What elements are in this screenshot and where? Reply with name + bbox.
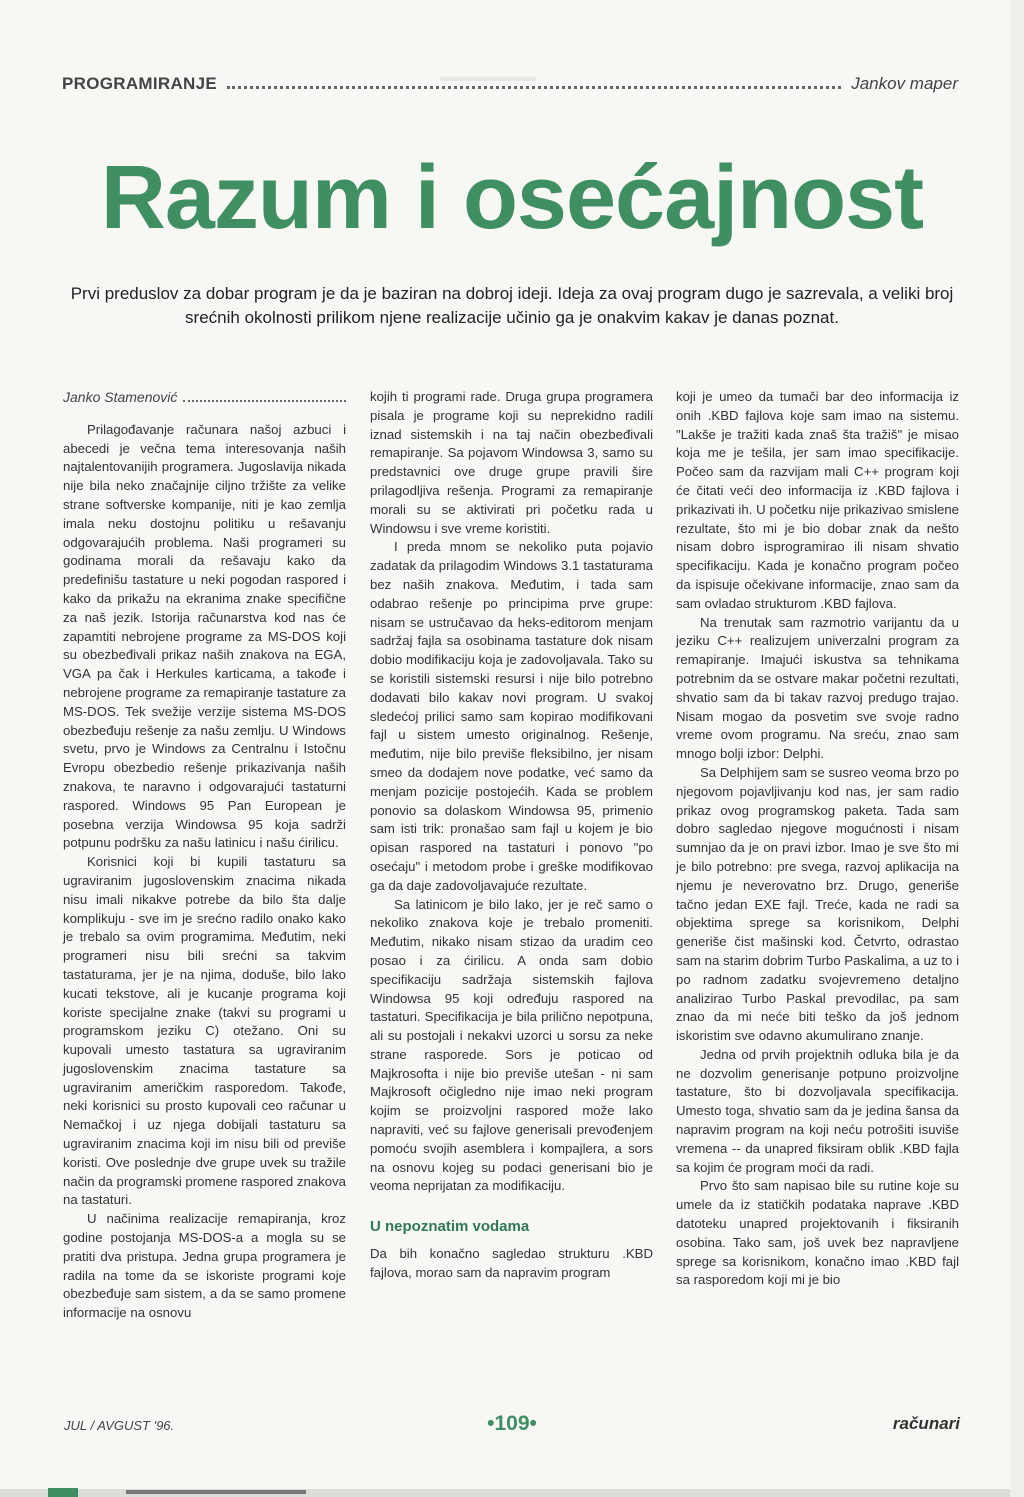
paragraph: Jedna od prvih projektnih odluka bila je da ne dozvolim generisanje potpuno proizvoljne tastature, što bi dozvoljavala specifikacija. Umesto toga, shvatio sam da je jedina šansa da napravim program na koji neću potrošiti isuviše vremena -- da unapred fiksiram oblik .KBD fajla sa kojim će program moći da radi.	[676, 1046, 959, 1175]
text-column-2	[370, 388, 653, 1283]
section-subheading: U nepoznatim vodama	[370, 1218, 530, 1236]
column-title: Jankov maper	[851, 74, 958, 93]
magazine-logo: računari	[892, 1414, 960, 1433]
paragraph: Na trenutak sam razmotrio varijantu da u jeziku C++ realizujem univerzalni program za remapiranje. Imajući iskustva sa tehnikama potrebnim da se ostvare makar početni rezultati, shvatio sam da bi takav razvoj predugo trajao. Nisam mogao da posvetim sve svoje radno vreme ovom programu. Na sreću, znao sam mnogo bolji izbor: Delphi.	[676, 614, 959, 762]
issue-date: JUL / AVGUST '96.	[64, 1418, 175, 1433]
paragraph: Korisnici koji bi kupili tastaturu sa ugraviranim jugoslovenskim znacima nikada nisu imali nikakve potrebe da bilo šta dalje komplikuju - sve im je srećno radilo onako kako je trebalo sa ovim programima. Međutim, neki programeri nisu bili srećni sa takvim tastaturama, jer je na njima, doduše, bilo lako kucati tekstove, ali je kucanje programa koji koriste specijalne znake (takvi su programi u programskom jeziku C) otežano. Oni su kupovali umesto tastatura sa ugraviranim jugoslovenskim znacima tastature sa ugraviranim američkim rasporedom. Takođe, neki korisnici su prosto kupovali ceo računar u Nemačkoj i uz njega dobijali tastaturu sa ugraviranim znacima koji im nisu bili od previše koristi. Ove poslednje dve grupe uvek su tražile način da programski promene raspored znakova na tastaturi.	[63, 854, 346, 1208]
paragraph: Prilagođavanje računara našoj azbuci i abecedi je večna tema interesovanja naših najtalentovanijih programera. Jugoslavija nikada nije bila neko značajnije ciljno tržište za velike strane softverske kompanije, niti je kao zemlja imala neku dostojnu politiku u rešavanju odgovarajućih problema. Naši programeri su godinama morali da rešavaju kako da predefinišu tastature u neki pogodan raspored i kako da prikažu na ekranima znake specifične za naš jezik. Istorija računarstva kod nas će zapamtiti nebrojene programe za MS-DOS koji su obezbeđivali prikaz naših znakova na EGA, VGA pa čak i Herkules karticama, a takođe i nebrojene programe za remapiranje tastature za MS-DOS. Tek svežije verzije sistema MS-DOS obezbeđuju rešenje za našu zemlju. U Windows svetu, prvo je Windows za Centralnu i Istočnu Evropu obezbedio rešenje prikazivanja naših znakova, te naravno i odgovarajući tastaturni raspored. Windows 95 Pan European je posebna verzija Windowsa 95 koja sadrži potpunu podršku za našu latinicu i našu ćirilicu.	[63, 421, 346, 851]
bleed-through-text: ▬▬▬▬▬▬	[440, 68, 536, 85]
article-title: Razum i osećajnost	[100, 148, 924, 248]
page-number: •109•	[487, 1412, 537, 1435]
text-column-3	[676, 388, 959, 1290]
scan-artifact-bar	[126, 1490, 306, 1494]
paragraph: koji je umeo da tumači bar deo informacija iz onih .KBD fajlova koje sam imao na sistemu. "Lakše je tražiti kada znaš šta tražiš" je misao koja me je tešila, jer sam imao specifikacije. Počeo sam da razvijam mali C++ program koji će čitati veći deo informacija iz .KBD fajlova i prikazivati ih. U početku nije prikazivao smislene rezultate, što mi je bio dobar znak da nešto nisam dobro isprogramirao ili nisam shvatio specifikaciju. Kada je konačno program počeo da ispisuje očekivane informacije, znao sam da sam ovladao strukturom .KBD fajlova.	[676, 389, 959, 611]
page-header	[62, 74, 958, 98]
byline-dotted-leader	[183, 390, 346, 402]
author-name: Janko Stamenović	[63, 389, 178, 405]
scan-right-edge	[1010, 0, 1024, 1497]
text-column-1	[63, 388, 346, 1323]
header-dotted-leader	[227, 74, 841, 89]
paragraph: Prvo što sam napisao bile su rutine koje su umele da iz statičkih podataka naprave .KBD datoteku unapred projektovanih i fiksiranih osobina. Tako sam, još uvek bez napravljene sprege sa korisnikom, konačno imao .KBD fajl sa rasporedom koji mi je bio	[676, 1178, 959, 1288]
byline	[63, 388, 346, 407]
paragraph: U načinima realizacije remapiranja, kroz godine postojanja MS-DOS-a a mogla su se pratiti dva pristupa. Jedna grupa programera je radila na tome da se iskoriste programi koje obezbeđuje sam sistem, a da se samo promene informacije na osnovu	[63, 1211, 346, 1321]
paragraph: Sa latinicom je bilo lako, jer je reč samo o nekoliko znakova koje je trebalo promeniti. Međutim, nikako nisam stizao da uradim ceo posao i za ćirilicu. A onda sam dobio specifikaciju sadržaja sistemskih fajlova Windowsa 95 koji određuju raspored na tastaturi. Specifikacija je bila prilično nepotpuna, ali su postojali i nekakvi uzorci u sorsu za neke strane rasporede. Sors je poticao od Majkrosofta i nije bio previše utešan - ni sam Majkrosoft očigledno nije imao neki program kojim se proizvoljni raspored može lako napraviti, već su fajlove generisali prevođenjem pomoću svojih asemblera i kompajlera, a sors na osnovu kojeg su podaci generisani bio je veoma neprijatan za modifikaciju.	[370, 896, 653, 1194]
paragraph: kojih ti programi rade. Druga grupa programera pisala je programe koji su neprekidno radili iznad sistemskih i na taj način obezbeđivali remapiranje. Sa pojavom Windowsa 3, samo su predstavnici ove druge grupe pravili šire prilagodljiva rešenja. Programi za remapiranje morali su se aktivirati pri početku rada u Windowsu i sve vreme koristiti.	[370, 389, 653, 536]
paragraph: Sa Delphijem sam se susreo veoma brzo po njegovom pojavljivanju kod nas, jer sam radio prikaz ovog programskog paketa. Tada sam dobro sagledao njegove mogućnosti i nisam sumnjao da je on pravi izbor. Imao je sve što mi je bilo potrebno: pre svega, razvoj aplikacija na njemu je neverovatno brz. Drugo, generiše tačno jedan EXE fajl. Treće, kada ne radi sa objektima sprege sa korisnikom, Delphi generiše čist mašinski kod. Četvrto, odrastao sam na starim dobrim Turbo Paskalima, a uz to i po radnom zadatku svojevremeno detaljno analizirao Turbo Paskal prevodilac, pa sam znao da mi neće biti teško da još jednom iskoristim sve odavno akumulirano znanje.	[676, 764, 959, 1044]
color-register-mark	[48, 1488, 78, 1497]
paragraph: Da bih konačno sagledao strukturu .KBD fajlova, morao sam da napravim program	[370, 1246, 653, 1280]
section-label: PROGRAMIRANJE	[62, 74, 218, 93]
article-lead: Prvi preduslov za dobar program je da je baziran na dobroj ideji. Ideja za ovaj program dugo je sazrevala, a veliki broj srećnih okolnosti prilikom njene realizacije učinio ga je onakvim kakav je danas poznat.	[70, 284, 954, 327]
paragraph: I preda mnom se nekoliko puta pojavio zadatak da prilagodim Windows 3.1 tastaturama bez naših znakova. Međutim, i tada sam odabrao rešenje po principima prve grupe: nisam se ustručavao da heks-editorom menjam sadržaj fajla sa osobinama tastature dok nisam dobio modifikaciju koja je zadovoljavala. Tako su se koristili sistemski resursi i nije bilo potrebno dodavati bilo kakav novi program. U svakoj sledećoj prilici samo sam kopirao modifikovani fajl u sistem umesto originalnog. Rešenje, međutim, nije bilo previše fleksibilno, jer nisam smeo da dodajem nove podatke, već samo da menjam pozicije postojećih. Kada se problem ponovio sa dolaskom Windowsa 95, primenio sam isti trik: pronašao sam fajl u kojem je bio opisan raspored na tastaturi i ponovo "po osećaju" i metodom probe i greške modifikovao ga da daje zadovoljavajuće rezultate.	[370, 539, 653, 893]
